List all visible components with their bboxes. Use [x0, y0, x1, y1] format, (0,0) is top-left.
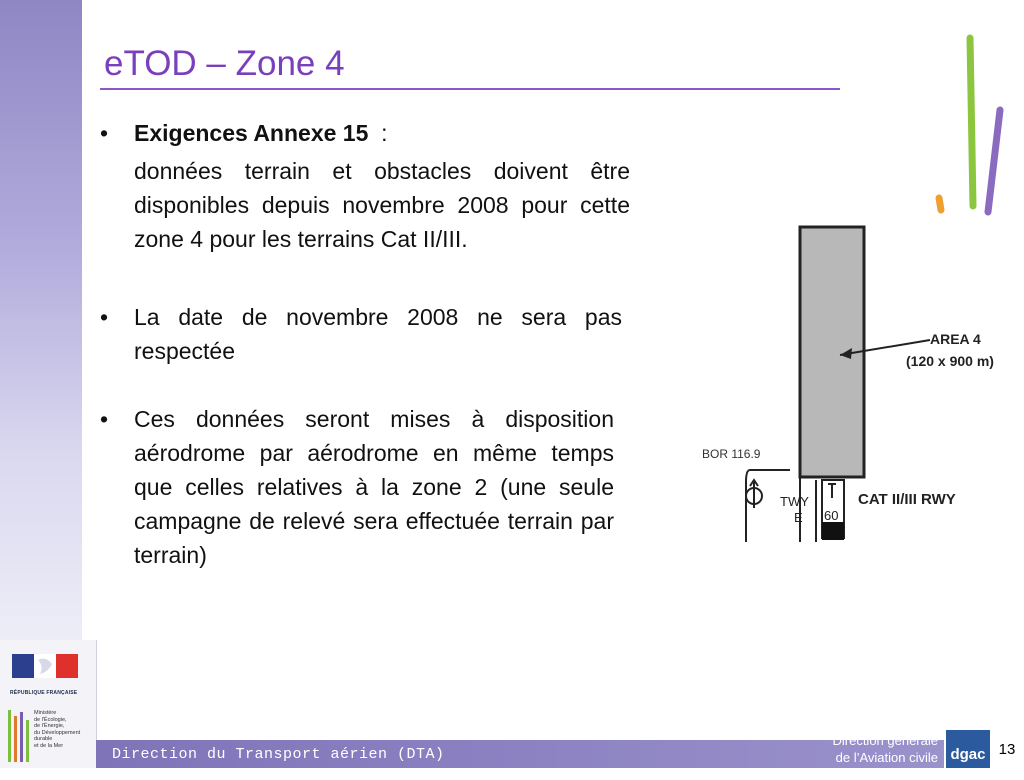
bullet-marker: •	[100, 120, 109, 146]
area-label: AREA 4	[930, 331, 981, 347]
dgac-line: de l’Aviation civile	[835, 750, 938, 765]
decorative-strokes	[925, 30, 1015, 220]
ministere-line: Ministère	[34, 710, 57, 716]
title-underline	[100, 88, 840, 90]
dgac-label	[832, 732, 938, 766]
footer-text: Direction du Transport aérien (DTA)	[112, 746, 445, 763]
bullet-marker: •	[100, 406, 109, 432]
bullet-item	[94, 402, 614, 572]
left-decorative-band	[0, 0, 82, 648]
bullet-heading-row	[134, 116, 634, 150]
republique-francaise-text: RÉPUBLIQUE FRANÇAISE	[10, 690, 78, 696]
dgac-logo-text: dgac	[950, 746, 986, 763]
ministere-line: du Développement	[34, 729, 81, 736]
bullet-heading: Exigences Annexe 15	[134, 120, 369, 146]
ministere-line: et de la Mer	[34, 742, 64, 749]
ministere-line: de l'Écologie,	[34, 716, 67, 723]
page-number: 13	[992, 736, 1022, 764]
ministere-line: de l'Énergie,	[34, 723, 65, 729]
bullet-heading-suffix: :	[368, 120, 388, 146]
twy-label: TWY	[780, 494, 809, 509]
runway-end	[822, 522, 844, 540]
ministere-text	[34, 710, 80, 749]
runway-number: 60	[824, 508, 839, 523]
aerodrome-diagram	[690, 222, 1020, 542]
bullet-text: Ces données seront mises à disposition aérodrome par aérodrome en même temps que celles relatives à la zone 2 (une seule campagne de relevé sera effectuée terrain par terrain)	[134, 406, 614, 568]
bullet-item	[94, 116, 634, 150]
bullet-text: La date de novembre 2008 ne sera pas respectée	[134, 304, 622, 364]
runway-label: CAT II/III RWY	[858, 491, 956, 508]
dgac-line: Direction générale	[832, 733, 938, 748]
twy-letter: E	[794, 510, 803, 525]
slide-title: eTOD – Zone 4	[104, 44, 345, 83]
bullet-item	[94, 300, 622, 368]
dgac-logo	[946, 730, 990, 768]
slide-body	[94, 116, 634, 572]
bullet-marker: •	[100, 304, 109, 330]
ministere-line: durable	[34, 736, 53, 742]
area-dims: (120 x 900 m)	[906, 353, 994, 369]
bullet-body: données terrain et obstacles doivent être disponibles depuis novembre 2008 pour cette zone 4 pour les terrains Cat II/III.	[134, 158, 630, 252]
bor-label: BOR 116.9	[702, 447, 761, 461]
